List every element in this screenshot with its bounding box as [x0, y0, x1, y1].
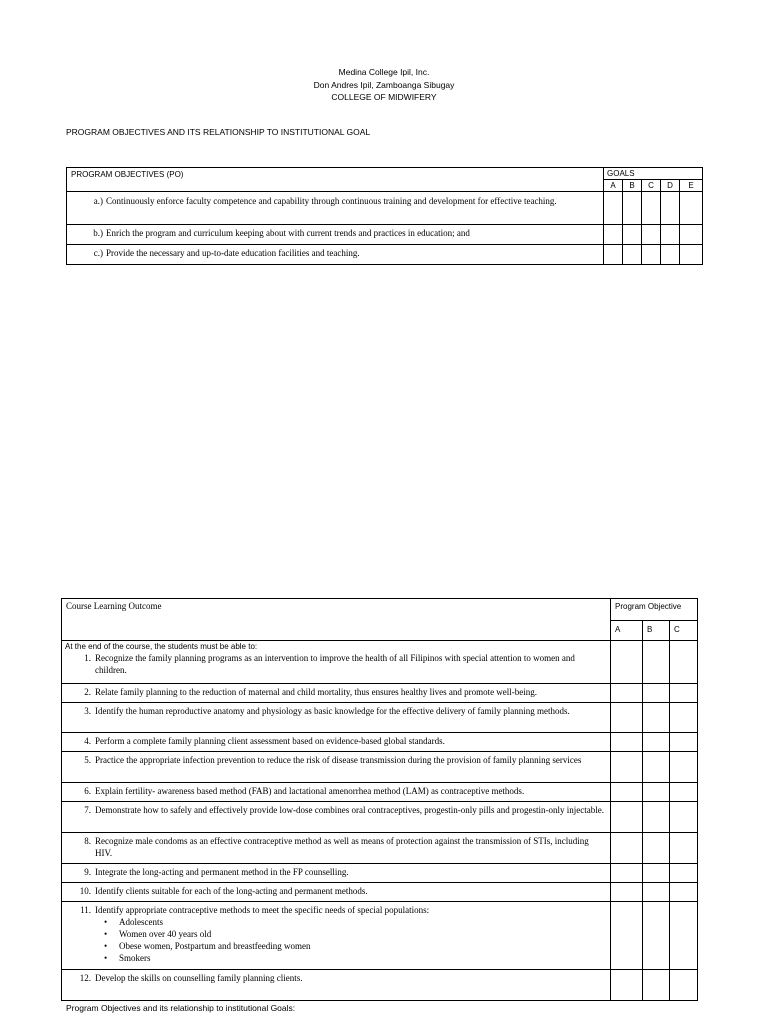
clo-item — [62, 705, 610, 717]
footer-title: Program Objectives and its relationship to institutional Goals: — [66, 1003, 296, 1013]
clo-text: Recognize the family planning programs as an intervention to improve the health of all Filipinos with special attention to women and children. — [95, 653, 575, 675]
clo-text: Relate family planning to the reduction of maternal and child mortality, thus ensures healthy lives and promote well-being. — [95, 687, 538, 697]
clo-text: Identify the human reproductive anatomy and physiology as basic knowledge for the effective delivery of family planning methods. — [95, 706, 570, 716]
clo-item — [62, 754, 610, 766]
institution-address: Don Andres Ipil, Zamboanga Sibugay — [313, 79, 455, 90]
clo-num: 11. — [80, 905, 91, 915]
clo-num: 8. — [84, 836, 91, 846]
goal-col-c: C — [642, 180, 661, 192]
po-col-a: A — [611, 621, 643, 641]
section-title: PROGRAM OBJECTIVES AND ITS RELATIONSHIP TO INSTITUTIONAL GOAL — [66, 127, 371, 137]
clo-item — [62, 866, 610, 878]
clo-item — [62, 804, 610, 816]
clo-num: 10. — [79, 886, 91, 896]
clo-text: Integrate the long-acting and permanent method in the FP counselling. — [95, 867, 349, 877]
list-item: • Obese women, Postpartum and breastfeeding women — [119, 940, 610, 952]
clo-text: Recognize male condoms as an effective contraceptive method as well as means of protection against the transmission of STIs, including HIV. — [95, 836, 589, 858]
goal-col-d: D — [661, 180, 680, 192]
goals-header: GOALS — [604, 168, 703, 180]
po-col-b: B — [643, 621, 670, 641]
clo-item — [62, 785, 610, 797]
clo-text: Practice the appropriate infection prevention to reduce the risk of disease transmission during the provision of family planning services — [95, 755, 582, 765]
clo-header: Course Learning Outcome — [62, 599, 611, 641]
special-populations-list — [62, 916, 610, 964]
clo-num: 12. — [79, 973, 91, 983]
clo-text: Develop the skills on counselling family planning clients. — [95, 973, 303, 983]
goal-col-b: B — [623, 180, 642, 192]
college-name: COLLEGE OF MIDWIFERY — [331, 92, 437, 102]
institution-name: Medina College Ipil, Inc. — [338, 67, 430, 77]
program-objectives-table — [66, 167, 703, 265]
po-label: c.) — [93, 248, 103, 258]
clo-num: 2. — [84, 687, 91, 697]
clo-item — [62, 735, 610, 747]
clo-item — [62, 835, 610, 859]
clo-item — [62, 652, 610, 676]
clo-intro: At the end of the course, the students must be able to: — [65, 642, 258, 651]
clo-num: 1. — [84, 653, 91, 663]
clo-num: 9. — [84, 867, 91, 877]
program-objective-header: Program Objective — [611, 599, 698, 621]
list-item: • Adolescents — [119, 916, 610, 928]
clo-text: Identify clients suitable for each of the long-acting and permanent methods. — [95, 886, 368, 896]
clo-num: 7. — [84, 805, 91, 815]
po-text: Enrich the program and curriculum keeping about with current trends and practices in education; and — [106, 228, 470, 238]
clo-num: 5. — [84, 755, 91, 765]
clo-num: 3. — [84, 706, 91, 716]
document-header — [0, 66, 768, 104]
course-learning-outcome-table — [61, 598, 698, 1001]
clo-item — [62, 904, 610, 916]
clo-num: 6. — [84, 786, 91, 796]
list-item: • Smokers — [119, 952, 610, 964]
goal-col-a: A — [604, 180, 623, 192]
po-header: PROGRAM OBJECTIVES (PO) — [67, 168, 604, 192]
po-row — [67, 192, 703, 225]
po-text: Continuously enforce faculty competence and capability through continuous training and development for effective teaching. — [106, 196, 557, 206]
clo-text: Explain fertility- awareness based method (FAB) and lactational amenorrhea method (LAM) as contraceptive methods. — [95, 786, 525, 796]
po-row — [67, 245, 703, 265]
clo-text: Identify appropriate contraceptive methods to meet the specific needs of special populations: — [95, 905, 430, 915]
clo-text: Perform a complete family planning client assessment based on evidence-based global standards. — [95, 736, 445, 746]
goal-col-e: E — [680, 180, 703, 192]
po-label: a.) — [93, 196, 103, 206]
po-row — [67, 225, 703, 245]
po-text: Provide the necessary and up-to-date education facilities and teaching. — [106, 248, 360, 258]
po-col-c: C — [670, 621, 698, 641]
po-label: b.) — [93, 228, 103, 238]
clo-text: Demonstrate how to safely and effectively provide low-dose combines oral contraceptives, progestin-only pills and progestin-only injectable. — [95, 805, 604, 815]
clo-item — [62, 885, 610, 897]
list-item: • Women over 40 years old — [119, 928, 610, 940]
clo-num: 4. — [84, 736, 91, 746]
clo-item — [62, 972, 610, 984]
clo-item — [62, 686, 610, 698]
